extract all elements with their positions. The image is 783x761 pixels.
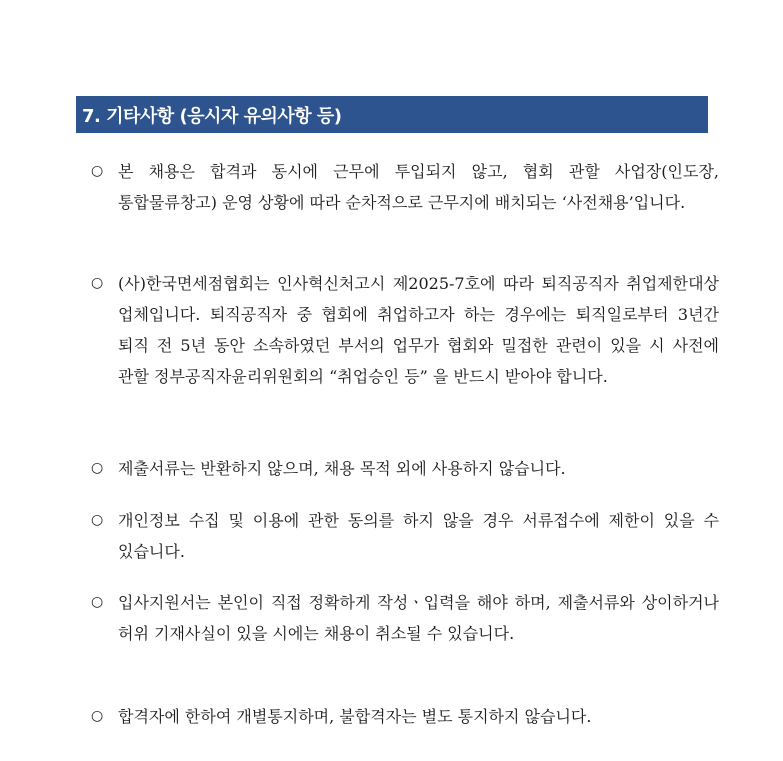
section-header (76, 96, 708, 133)
notice-item (91, 453, 719, 484)
notice-text: (사)한국면세점협회는 인사혁신처고시 제2025-7호에 따라 퇴직공직자 취업제한대상 업체입니다. 퇴직공직자 중 협회에 취업하고자 하는 경우에는 퇴직일로부터 3년간 퇴직 전 5년 동안 소속하였던 부서의 업무가 협회와 밀접한 관련이 있을 시 사전에 관할 정부공직자윤리위원회의 “취업승인 등” 을 반드시 받아야 합니다. (118, 274, 719, 386)
notice-item (91, 587, 719, 649)
bullet-circle-icon: ○ (91, 275, 104, 291)
notice-text: 본 채용은 합격과 동시에 근무에 투입되지 않고, 협회 관할 사업장(인도장, 통합물류창고) 운영 상황에 따라 순차적으로 근무지에 배치되는 ‘사전채용’입니다. (118, 162, 719, 212)
bullet-circle-icon: ○ (91, 512, 104, 528)
bullet-circle-icon: ○ (91, 708, 104, 724)
notice-text: 제출서류는 반환하지 않으며, 채용 목적 외에 사용하지 않습니다. (118, 459, 566, 478)
notice-item (91, 701, 719, 732)
notice-item (91, 268, 719, 392)
notice-item (91, 156, 719, 218)
section-title: 7. 기타사항 (응시자 유의사항 등) (82, 105, 342, 127)
notice-text: 입사지원서는 본인이 직접 정확하게 작성ㆍ입력을 해야 하며, 제출서류와 상이하거나 허위 기재사실이 있을 시에는 채용이 취소될 수 있습니다. (118, 593, 719, 643)
bullet-circle-icon: ○ (91, 460, 104, 476)
bullet-circle-icon: ○ (91, 594, 104, 610)
notice-text: 개인정보 수집 및 이용에 관한 동의를 하지 않을 경우 서류접수에 제한이 있을 수 있습니다. (118, 511, 719, 561)
notice-item (91, 505, 719, 567)
notice-text: 합격자에 한하여 개별통지하며, 불합격자는 별도 통지하지 않습니다. (118, 707, 592, 726)
bullet-circle-icon: ○ (91, 163, 104, 179)
